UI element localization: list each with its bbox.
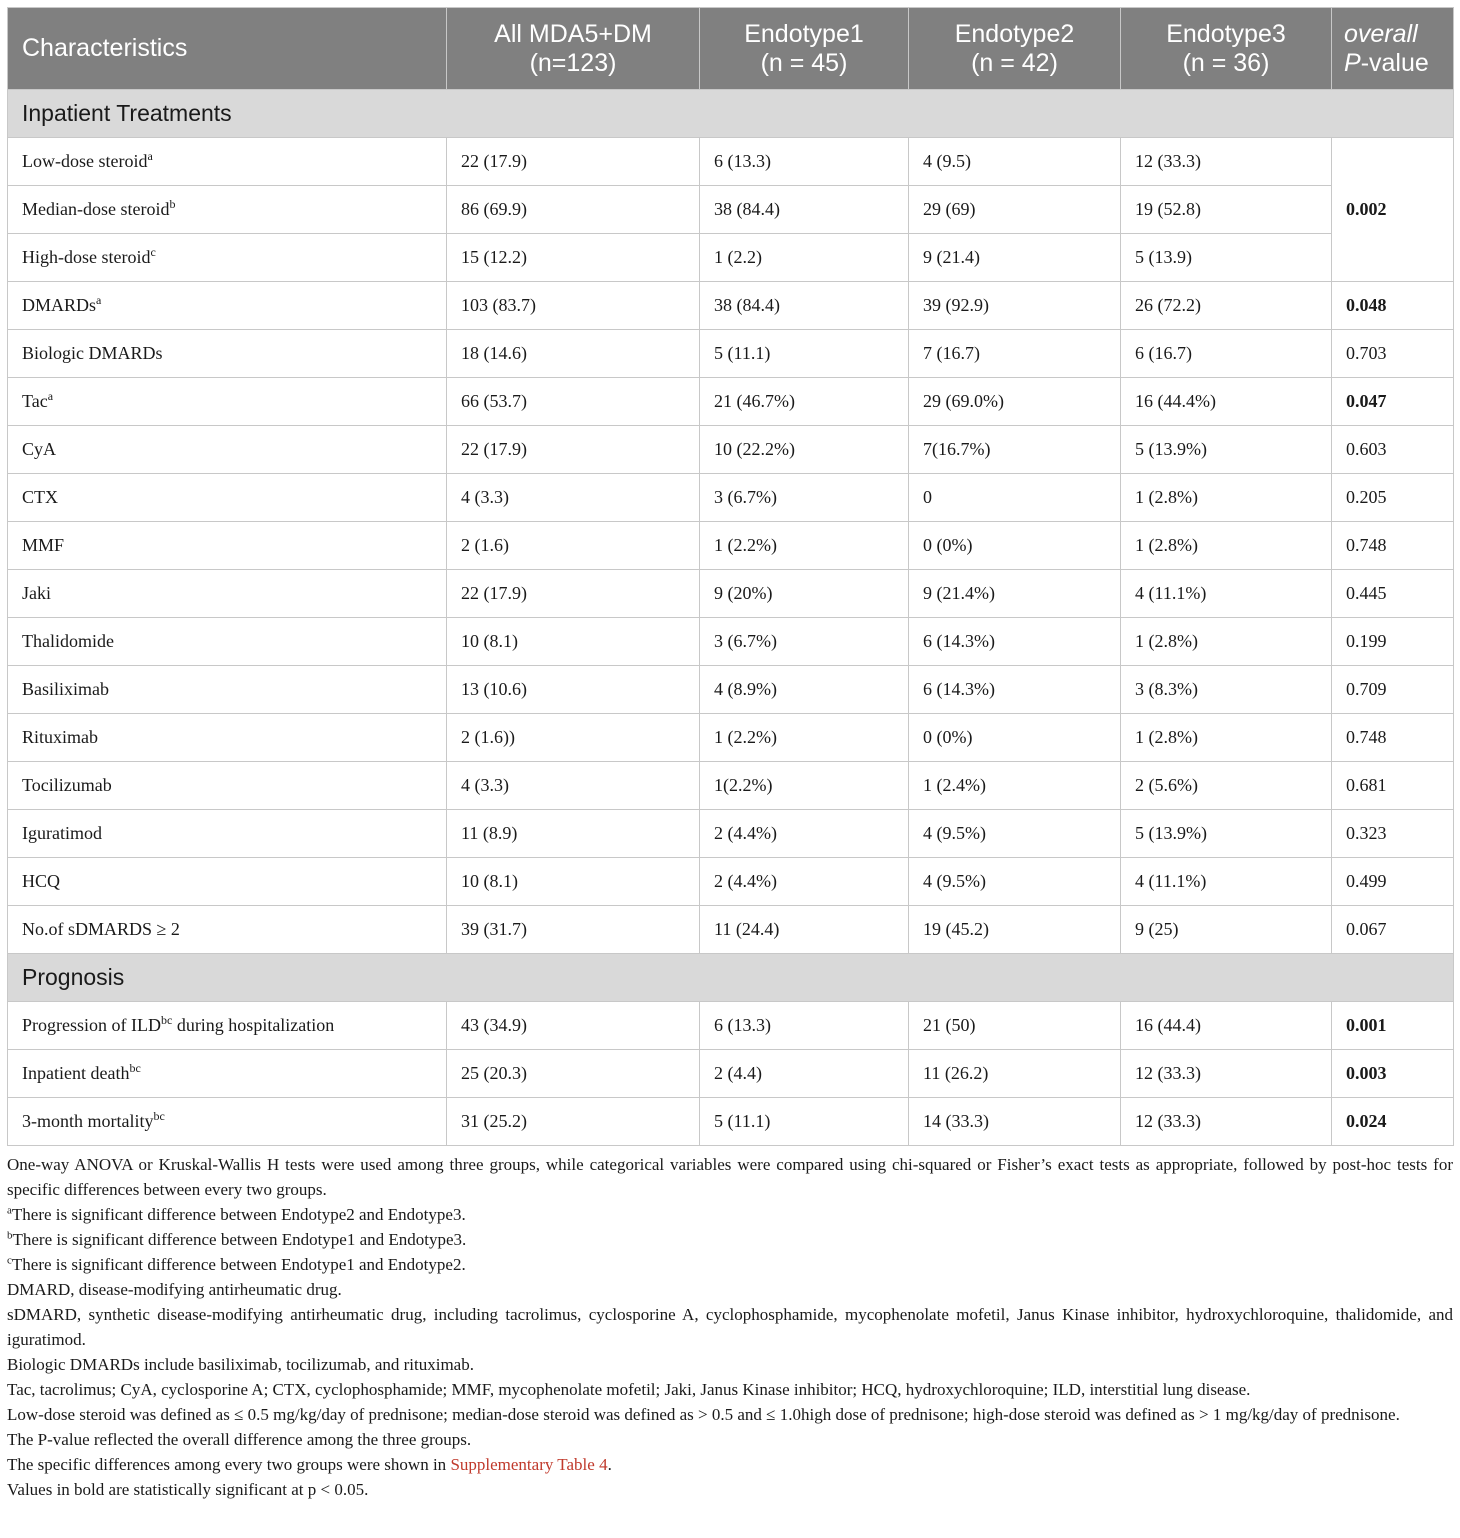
characteristic-cell xyxy=(8,426,447,474)
value-endotype1: 21 (46.7%) xyxy=(700,378,909,426)
characteristic-cell xyxy=(8,714,447,762)
value-all: 11 (8.9) xyxy=(447,810,700,858)
value-all: 25 (20.3) xyxy=(447,1050,700,1098)
characteristic-name: Basiliximab xyxy=(22,679,109,699)
p-value: 0.499 xyxy=(1332,858,1454,906)
table-row xyxy=(8,426,1454,474)
characteristic-name: DMARDs xyxy=(22,295,97,315)
footnote-text: Tac, tacrolimus; CyA, cyclosporine A; CTX, cyclophosphamide; MMF, mycophenolate mofetil; Jaki, Janus Kinase inhibitor; HCQ, hydroxychloroquine; ILD, interstitial lung disease. xyxy=(7,1380,1251,1399)
value-endotype1: 38 (84.4) xyxy=(700,186,909,234)
p-value: 0.199 xyxy=(1332,618,1454,666)
characteristic-name: 3-month mortality xyxy=(22,1111,154,1131)
characteristic-cell xyxy=(8,138,447,186)
value-endotype2: 9 (21.4) xyxy=(909,234,1121,282)
value-endotype3: 12 (33.3) xyxy=(1121,1098,1332,1146)
characteristic-name: HCQ xyxy=(22,871,61,891)
table-row xyxy=(8,1050,1454,1098)
value-endotype3: 4 (11.1%) xyxy=(1121,858,1332,906)
header-endotype1: Endotype1 (n = 45) xyxy=(700,8,909,90)
characteristic-cell xyxy=(8,186,447,234)
table-row xyxy=(8,186,1454,234)
p-value: 0.323 xyxy=(1332,810,1454,858)
value-endotype2: 7(16.7%) xyxy=(909,426,1121,474)
value-endotype2: 29 (69) xyxy=(909,186,1121,234)
p-value: 0.709 xyxy=(1332,666,1454,714)
table-row xyxy=(8,858,1454,906)
p-value: 0.445 xyxy=(1332,570,1454,618)
characteristic-cell xyxy=(8,330,447,378)
characteristic-name: Tocilizumab xyxy=(22,775,112,795)
characteristic-cell xyxy=(8,906,447,954)
value-endotype2: 14 (33.3) xyxy=(909,1098,1121,1146)
section-title: Prognosis xyxy=(8,954,1454,1002)
value-endotype1: 1 (2.2) xyxy=(700,234,909,282)
value-endotype3: 9 (25) xyxy=(1121,906,1332,954)
p-value: 0.681 xyxy=(1332,762,1454,810)
footnote xyxy=(7,1427,1453,1452)
characteristic-name: Thalidomide xyxy=(22,631,114,651)
value-endotype1: 4 (8.9%) xyxy=(700,666,909,714)
table-row xyxy=(8,570,1454,618)
value-endotype3: 5 (13.9) xyxy=(1121,234,1332,282)
value-endotype3: 2 (5.6%) xyxy=(1121,762,1332,810)
footnote xyxy=(7,1302,1453,1352)
value-endotype1: 1 (2.2%) xyxy=(700,522,909,570)
value-endotype2: 4 (9.5%) xyxy=(909,858,1121,906)
characteristic-name: No.of sDMARDS ≥ 2 xyxy=(22,919,180,939)
characteristic-cell xyxy=(8,666,447,714)
table-row xyxy=(8,906,1454,954)
header-row xyxy=(8,8,1454,90)
value-all: 43 (34.9) xyxy=(447,1002,700,1050)
value-endotype2: 4 (9.5) xyxy=(909,138,1121,186)
value-endotype2: 0 (0%) xyxy=(909,522,1121,570)
footnote xyxy=(7,1277,1453,1302)
value-all: 4 (3.3) xyxy=(447,762,700,810)
value-endotype3: 1 (2.8%) xyxy=(1121,474,1332,522)
value-endotype3: 6 (16.7) xyxy=(1121,330,1332,378)
characteristic-cell xyxy=(8,1098,447,1146)
footnote-marker: bc xyxy=(160,1013,173,1027)
header-endotype3: Endotype3 (n = 36) xyxy=(1121,8,1332,90)
footnote-text: Low-dose steroid was defined as ≤ 0.5 mg/kg/day of prednisone; median-dose steroid was defined as > 0.5 and ≤ 1.0high dose of prednisone; high-dose steroid was defined as > 1 mg/kg/day of prednisone. xyxy=(7,1405,1400,1424)
value-endotype3: 12 (33.3) xyxy=(1121,1050,1332,1098)
value-endotype1: 5 (11.1) xyxy=(700,330,909,378)
header-endotype2: Endotype2 (n = 42) xyxy=(909,8,1121,90)
value-endotype2: 6 (14.3%) xyxy=(909,618,1121,666)
value-all: 2 (1.6)) xyxy=(447,714,700,762)
value-all: 66 (53.7) xyxy=(447,378,700,426)
table-row xyxy=(8,666,1454,714)
characteristic-suffix: during hospitalization xyxy=(172,1015,335,1035)
value-endotype2: 21 (50) xyxy=(909,1002,1121,1050)
table-row xyxy=(8,282,1454,330)
characteristic-name: CyA xyxy=(22,439,57,459)
footnote xyxy=(7,1202,1453,1227)
value-all: 2 (1.6) xyxy=(447,522,700,570)
characteristic-name: Iguratimod xyxy=(22,823,102,843)
footnote xyxy=(7,1452,1453,1477)
p-value: 0.748 xyxy=(1332,714,1454,762)
value-all: 31 (25.2) xyxy=(447,1098,700,1146)
characteristic-name: Biologic DMARDs xyxy=(22,343,163,363)
p-value: 0.067 xyxy=(1332,906,1454,954)
value-all: 4 (3.3) xyxy=(447,474,700,522)
footnotes xyxy=(7,1152,1453,1502)
characteristic-name: Median-dose steroid xyxy=(22,199,170,219)
p-value: 0.024 xyxy=(1332,1098,1454,1146)
footnote xyxy=(7,1227,1453,1252)
table-row xyxy=(8,378,1454,426)
footnote xyxy=(7,1377,1453,1402)
footnote-marker: a xyxy=(96,293,102,307)
value-endotype2: 0 xyxy=(909,474,1121,522)
footnote xyxy=(7,1477,1453,1502)
table-body xyxy=(8,90,1454,1146)
value-endotype1: 5 (11.1) xyxy=(700,1098,909,1146)
value-endotype1: 6 (13.3) xyxy=(700,1002,909,1050)
characteristic-name: Inpatient death xyxy=(22,1063,130,1083)
value-endotype3: 19 (52.8) xyxy=(1121,186,1332,234)
value-endotype2: 0 (0%) xyxy=(909,714,1121,762)
footnote-marker: bc xyxy=(153,1109,165,1123)
header-characteristics: Characteristics xyxy=(8,8,447,90)
p-value: 0.002 xyxy=(1332,138,1454,282)
value-all: 13 (10.6) xyxy=(447,666,700,714)
value-endotype1: 1 (2.2%) xyxy=(700,714,909,762)
footnote-text: Values in bold are statistically significant at p < 0.05. xyxy=(7,1480,369,1499)
footnote xyxy=(7,1252,1453,1277)
characteristic-cell xyxy=(8,570,447,618)
table-container xyxy=(7,7,1453,1502)
p-value: 0.703 xyxy=(1332,330,1454,378)
p-value: 0.003 xyxy=(1332,1050,1454,1098)
footnote-marker: c xyxy=(150,245,156,259)
footnote-text: One-way ANOVA or Kruskal-Wallis H tests were used among three groups, while categorical variables were compared using chi-squared or Fisher’s exact tests as appropriate, followed by post-hoc tests for specific differences between every two groups. xyxy=(7,1155,1453,1199)
supplementary-table-link[interactable]: Supplementary Table 4 xyxy=(450,1455,608,1474)
footnote-text: The specific differences among every two groups were shown in xyxy=(7,1455,451,1474)
p-value: 0.748 xyxy=(1332,522,1454,570)
characteristic-cell xyxy=(8,1050,447,1098)
table-row xyxy=(8,618,1454,666)
value-all: 18 (14.6) xyxy=(447,330,700,378)
characteristic-name: Rituximab xyxy=(22,727,98,747)
value-endotype3: 1 (2.8%) xyxy=(1121,714,1332,762)
characteristic-cell xyxy=(8,378,447,426)
value-endotype1: 3 (6.7%) xyxy=(700,474,909,522)
footnote-marker: a xyxy=(147,149,153,163)
footnote-marker: a xyxy=(47,389,54,403)
value-endotype3: 3 (8.3%) xyxy=(1121,666,1332,714)
characteristic-cell xyxy=(8,522,447,570)
characteristic-cell xyxy=(8,858,447,906)
header-p-value: overall P-value xyxy=(1332,8,1454,90)
footnote-marker: a xyxy=(7,1204,12,1217)
section-title: Inpatient Treatments xyxy=(8,90,1454,138)
characteristic-cell xyxy=(8,1002,447,1050)
footnote-marker: b xyxy=(169,197,176,211)
value-endotype3: 1 (2.8%) xyxy=(1121,522,1332,570)
value-endotype1: 1(2.2%) xyxy=(700,762,909,810)
header-all: All MDA5+DM (n=123) xyxy=(447,8,700,90)
value-endotype1: 3 (6.7%) xyxy=(700,618,909,666)
table-row xyxy=(8,138,1454,186)
footnote-text: . xyxy=(607,1455,612,1474)
characteristic-name: Jaki xyxy=(22,583,51,603)
value-endotype1: 9 (20%) xyxy=(700,570,909,618)
value-endotype1: 11 (24.4) xyxy=(700,906,909,954)
value-endotype1: 38 (84.4) xyxy=(700,282,909,330)
footnote xyxy=(7,1352,1453,1377)
value-endotype2: 29 (69.0%) xyxy=(909,378,1121,426)
value-endotype2: 9 (21.4%) xyxy=(909,570,1121,618)
footnote-text: DMARD, disease-modifying antirheumatic drug. xyxy=(7,1280,342,1299)
characteristic-cell xyxy=(8,762,447,810)
value-endotype3: 5 (13.9%) xyxy=(1121,810,1332,858)
table-row xyxy=(8,810,1454,858)
footnote-marker: c xyxy=(7,1254,12,1267)
value-endotype1: 2 (4.4%) xyxy=(700,858,909,906)
characteristic-name: High-dose steroid xyxy=(22,247,151,267)
value-endotype1: 2 (4.4) xyxy=(700,1050,909,1098)
section-row xyxy=(8,954,1454,1002)
table-row xyxy=(8,234,1454,282)
characteristic-cell xyxy=(8,282,447,330)
table-row xyxy=(8,522,1454,570)
value-endotype2: 19 (45.2) xyxy=(909,906,1121,954)
footnote xyxy=(7,1152,1453,1202)
value-endotype3: 12 (33.3) xyxy=(1121,138,1332,186)
value-endotype3: 4 (11.1%) xyxy=(1121,570,1332,618)
footnote xyxy=(7,1402,1453,1427)
value-all: 86 (69.9) xyxy=(447,186,700,234)
footnote-marker: bc xyxy=(129,1061,141,1075)
characteristic-name: Tac xyxy=(22,391,48,411)
value-endotype2: 1 (2.4%) xyxy=(909,762,1121,810)
footnote-marker: b xyxy=(7,1229,13,1242)
section-row xyxy=(8,90,1454,138)
footnote-text: Biologic DMARDs include basiliximab, tocilizumab, and rituximab. xyxy=(7,1355,474,1374)
characteristic-name: MMF xyxy=(22,535,65,555)
value-endotype1: 10 (22.2%) xyxy=(700,426,909,474)
value-endotype3: 1 (2.8%) xyxy=(1121,618,1332,666)
value-endotype2: 11 (26.2) xyxy=(909,1050,1121,1098)
results-table xyxy=(7,7,1454,1146)
footnote-text: The P-value reflected the overall difference among the three groups. xyxy=(7,1430,472,1449)
value-all: 22 (17.9) xyxy=(447,570,700,618)
value-endotype3: 16 (44.4) xyxy=(1121,1002,1332,1050)
characteristic-cell xyxy=(8,234,447,282)
value-endotype2: 4 (9.5%) xyxy=(909,810,1121,858)
footnote-text: There is significant difference between Endotype1 and Endotype2. xyxy=(11,1255,466,1274)
table-row xyxy=(8,1098,1454,1146)
value-endotype3: 26 (72.2) xyxy=(1121,282,1332,330)
table-row xyxy=(8,474,1454,522)
p-value: 0.205 xyxy=(1332,474,1454,522)
characteristic-name: Low-dose steroid xyxy=(22,151,148,171)
table-row xyxy=(8,330,1454,378)
value-endotype3: 16 (44.4%) xyxy=(1121,378,1332,426)
p-value: 0.001 xyxy=(1332,1002,1454,1050)
value-endotype1: 2 (4.4%) xyxy=(700,810,909,858)
value-all: 10 (8.1) xyxy=(447,618,700,666)
value-endotype2: 7 (16.7) xyxy=(909,330,1121,378)
p-value: 0.048 xyxy=(1332,282,1454,330)
value-all: 103 (83.7) xyxy=(447,282,700,330)
value-all: 22 (17.9) xyxy=(447,138,700,186)
characteristic-cell xyxy=(8,810,447,858)
table-row xyxy=(8,1002,1454,1050)
value-endotype2: 6 (14.3%) xyxy=(909,666,1121,714)
table-row xyxy=(8,762,1454,810)
value-endotype3: 5 (13.9%) xyxy=(1121,426,1332,474)
value-endotype1: 6 (13.3) xyxy=(700,138,909,186)
footnote-text: There is significant difference between Endotype2 and Endotype3. xyxy=(11,1205,466,1224)
p-value: 0.047 xyxy=(1332,378,1454,426)
characteristic-name: CTX xyxy=(22,487,58,507)
p-value: 0.603 xyxy=(1332,426,1454,474)
table-row xyxy=(8,714,1454,762)
value-endotype2: 39 (92.9) xyxy=(909,282,1121,330)
characteristic-cell xyxy=(8,618,447,666)
footnote-text: There is significant difference between Endotype1 and Endotype3. xyxy=(12,1230,467,1249)
value-all: 10 (8.1) xyxy=(447,858,700,906)
characteristic-name: Progression of ILD xyxy=(22,1015,161,1035)
characteristic-cell xyxy=(8,474,447,522)
footnote-text: sDMARD, synthetic disease-modifying antirheumatic drug, including tacrolimus, cyclosporine A, cyclophosphamide, mycophenolate mofetil, Janus Kinase inhibitor, hydroxychloroquine, thalidomide, and iguratimod. xyxy=(7,1305,1453,1349)
value-all: 15 (12.2) xyxy=(447,234,700,282)
value-all: 39 (31.7) xyxy=(447,906,700,954)
value-all: 22 (17.9) xyxy=(447,426,700,474)
